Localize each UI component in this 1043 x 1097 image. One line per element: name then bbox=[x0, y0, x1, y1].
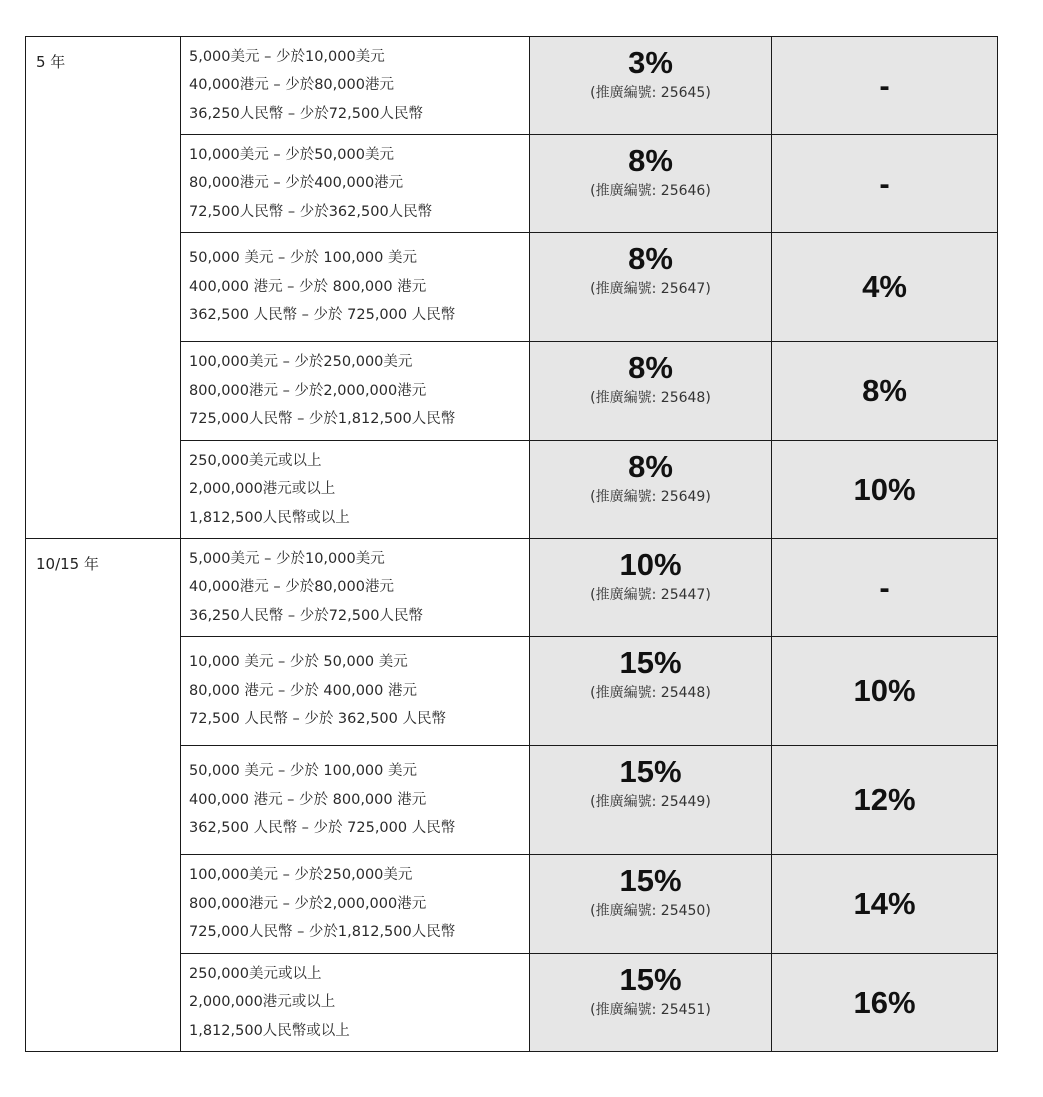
promo-code: (推廣編號: 25647) bbox=[590, 281, 711, 297]
term-cell: 10/15 年 bbox=[26, 539, 181, 1052]
rate-cell bbox=[530, 746, 772, 855]
rate-cell bbox=[530, 37, 772, 135]
amount-range-line: 5,000美元 – 少於10,000美元 bbox=[189, 550, 385, 567]
amount-range-line: 1,812,500人民幣或以上 bbox=[189, 509, 350, 526]
amount-range-cell bbox=[181, 441, 530, 539]
amount-range-line: 362,500 人民幣 – 少於 725,000 人民幣 bbox=[189, 820, 456, 837]
amount-range-cell bbox=[181, 954, 530, 1052]
rate-cell bbox=[530, 539, 772, 637]
promo-code: (推廣編號: 25447) bbox=[590, 587, 711, 603]
extra-rate-cell: 12% bbox=[772, 746, 998, 855]
amount-range-line: 2,000,000港元或以上 bbox=[189, 994, 336, 1011]
amount-range-line: 36,250人民幣 – 少於72,500人民幣 bbox=[189, 105, 423, 122]
amount-range-line: 100,000美元 – 少於250,000美元 bbox=[189, 354, 413, 371]
amount-range-line: 100,000美元 – 少於250,000美元 bbox=[189, 867, 413, 884]
extra-rate-cell: 14% bbox=[772, 855, 998, 954]
rate-percent: 3% bbox=[628, 45, 673, 80]
amount-range-line: 80,000港元 – 少於400,000港元 bbox=[189, 175, 404, 192]
rate-percent: 8% bbox=[628, 241, 673, 276]
amount-range-line: 10,000美元 – 少於50,000美元 bbox=[189, 146, 394, 163]
amount-range-cell bbox=[181, 637, 530, 746]
amount-range-line: 72,500人民幣 – 少於362,500人民幣 bbox=[189, 203, 433, 220]
rate-percent: 8% bbox=[628, 350, 673, 385]
amount-range-line: 362,500 人民幣 – 少於 725,000 人民幣 bbox=[189, 307, 456, 324]
extra-rate-cell: 8% bbox=[772, 342, 998, 441]
term-cell: 5 年 bbox=[26, 37, 181, 539]
rate-percent: 8% bbox=[628, 143, 673, 178]
extra-rate-cell: 10% bbox=[772, 637, 998, 746]
amount-range-cell bbox=[181, 855, 530, 954]
amount-range-line: 1,812,500人民幣或以上 bbox=[189, 1022, 350, 1039]
rate-cell bbox=[530, 233, 772, 342]
rate-cell bbox=[530, 342, 772, 441]
amount-range-cell bbox=[181, 135, 530, 233]
promo-code: (推廣編號: 25646) bbox=[590, 183, 711, 199]
table-row bbox=[26, 37, 998, 135]
amount-range-cell bbox=[181, 746, 530, 855]
amount-range-cell bbox=[181, 37, 530, 135]
extra-rate-cell: 10% bbox=[772, 441, 998, 539]
table-body bbox=[26, 37, 998, 1052]
rate-percent: 8% bbox=[628, 449, 673, 484]
promo-code: (推廣編號: 25451) bbox=[590, 1002, 711, 1018]
amount-range-line: 80,000 港元 – 少於 400,000 港元 bbox=[189, 682, 417, 699]
amount-range-cell bbox=[181, 342, 530, 441]
amount-range-line: 725,000人民幣 – 少於1,812,500人民幣 bbox=[189, 924, 456, 941]
rate-percent: 15% bbox=[619, 754, 682, 789]
amount-range-line: 40,000港元 – 少於80,000港元 bbox=[189, 77, 394, 94]
promo-code: (推廣編號: 25649) bbox=[590, 489, 711, 505]
amount-range-line: 725,000人民幣 – 少於1,812,500人民幣 bbox=[189, 411, 456, 428]
amount-range-line: 400,000 港元 – 少於 800,000 港元 bbox=[189, 791, 427, 808]
amount-range-line: 400,000 港元 – 少於 800,000 港元 bbox=[189, 278, 427, 295]
rate-percent: 15% bbox=[619, 962, 682, 997]
rate-cell bbox=[530, 441, 772, 539]
table-row bbox=[26, 539, 998, 637]
amount-range-line: 50,000 美元 – 少於 100,000 美元 bbox=[189, 250, 417, 267]
rate-percent: 15% bbox=[619, 645, 682, 680]
promo-code: (推廣編號: 25648) bbox=[590, 390, 711, 406]
amount-range-line: 2,000,000港元或以上 bbox=[189, 481, 336, 498]
rate-cell bbox=[530, 855, 772, 954]
amount-range-line: 50,000 美元 – 少於 100,000 美元 bbox=[189, 763, 417, 780]
rate-percent: 15% bbox=[619, 863, 682, 898]
extra-rate-cell: - bbox=[772, 539, 998, 637]
amount-range-cell bbox=[181, 233, 530, 342]
rate-cell bbox=[530, 954, 772, 1052]
deposit-rate-table bbox=[25, 36, 998, 1052]
amount-range-line: 5,000美元 – 少於10,000美元 bbox=[189, 48, 385, 65]
rate-percent: 10% bbox=[619, 547, 682, 582]
amount-range-line: 10,000 美元 – 少於 50,000 美元 bbox=[189, 654, 408, 671]
amount-range-line: 40,000港元 – 少於80,000港元 bbox=[189, 579, 394, 596]
amount-range-line: 72,500 人民幣 – 少於 362,500 人民幣 bbox=[189, 711, 446, 728]
amount-range-cell bbox=[181, 539, 530, 637]
amount-range-line: 36,250人民幣 – 少於72,500人民幣 bbox=[189, 607, 423, 624]
amount-range-line: 250,000美元或以上 bbox=[189, 965, 322, 982]
extra-rate-cell: - bbox=[772, 135, 998, 233]
extra-rate-cell: 16% bbox=[772, 954, 998, 1052]
promo-code: (推廣編號: 25645) bbox=[590, 85, 711, 101]
extra-rate-cell: 4% bbox=[772, 233, 998, 342]
rate-cell bbox=[530, 135, 772, 233]
promo-code: (推廣編號: 25448) bbox=[590, 685, 711, 701]
amount-range-line: 800,000港元 – 少於2,000,000港元 bbox=[189, 895, 427, 912]
promo-code: (推廣編號: 25450) bbox=[590, 903, 711, 919]
amount-range-line: 250,000美元或以上 bbox=[189, 452, 322, 469]
amount-range-line: 800,000港元 – 少於2,000,000港元 bbox=[189, 382, 427, 399]
rate-cell bbox=[530, 637, 772, 746]
promo-code: (推廣編號: 25449) bbox=[590, 794, 711, 810]
extra-rate-cell: - bbox=[772, 37, 998, 135]
